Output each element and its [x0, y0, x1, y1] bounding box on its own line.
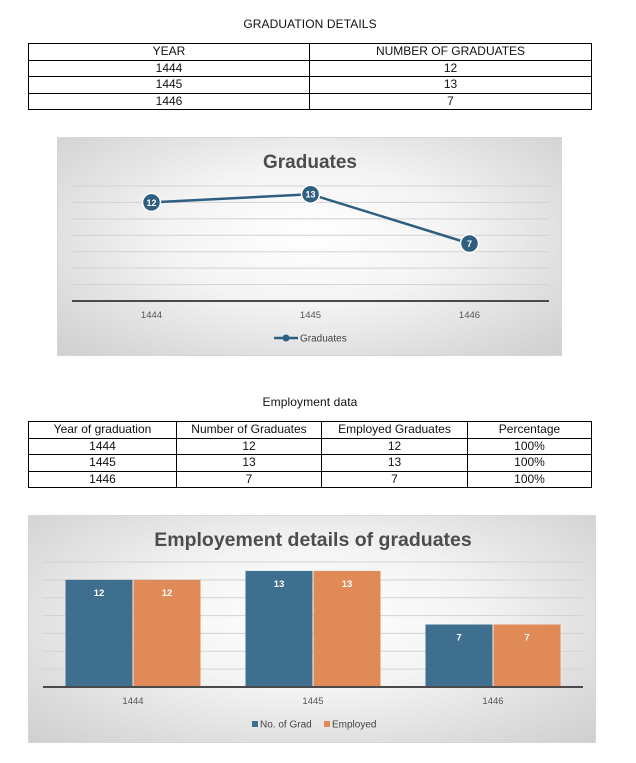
legend-label: Employed — [332, 719, 377, 731]
table-row — [29, 93, 592, 110]
table-row — [29, 438, 592, 455]
data-label: 13 — [273, 578, 285, 590]
x-tick-label: 1446 — [482, 696, 504, 707]
table-cell: 1444 — [29, 438, 177, 455]
table-cell: 100% — [468, 471, 592, 488]
table-cell: 13 — [310, 77, 592, 94]
data-label: 7 — [456, 632, 462, 644]
data-label: 13 — [305, 189, 316, 200]
table-cell: 12 — [177, 438, 322, 455]
chart-title: Employement details of graduates — [154, 529, 472, 551]
table-row — [29, 60, 592, 77]
table-cell: 13 — [177, 455, 322, 472]
data-label: 12 — [161, 587, 173, 599]
legend-label: Graduates — [300, 333, 347, 345]
data-label: 12 — [146, 197, 157, 208]
column-header: Year of graduation — [29, 422, 177, 439]
line-chart-canvas — [58, 138, 563, 357]
table-row — [29, 471, 592, 488]
column-header: Percentage — [468, 422, 592, 439]
employment-data-heading: Employment data — [262, 395, 358, 409]
data-label: 12 — [93, 587, 105, 599]
legend-label: No. of Grad — [260, 719, 312, 731]
table-cell: 1444 — [29, 60, 310, 77]
data-label: 7 — [524, 632, 530, 644]
table-cell: 1445 — [29, 77, 310, 94]
table-row — [29, 455, 592, 472]
column-header: YEAR — [29, 44, 310, 61]
table-cell: 12 — [322, 438, 468, 455]
legend-swatch — [324, 721, 330, 727]
data-label: 7 — [466, 239, 473, 249]
column-header: Employed Graduates — [322, 422, 468, 439]
bar-chart-canvas — [29, 516, 597, 744]
x-tick-label: 1446 — [458, 310, 481, 321]
table-header-row — [29, 44, 592, 61]
x-tick-label: 1445 — [299, 310, 322, 321]
table-cell: 100% — [468, 455, 592, 472]
table-header-row — [29, 422, 592, 439]
table-cell: 7 — [322, 471, 468, 488]
table-row — [29, 77, 592, 94]
graduation-table — [28, 43, 592, 110]
table-cell: 100% — [468, 438, 592, 455]
table-cell: 1446 — [29, 471, 177, 488]
x-tick-label: 1444 — [122, 696, 144, 707]
x-tick-label: 1445 — [302, 696, 324, 707]
legend-swatch — [252, 721, 258, 727]
table-cell: 1445 — [29, 455, 177, 472]
data-label: 13 — [341, 578, 353, 590]
graduates-line-chart — [57, 137, 562, 356]
column-header: Number of Graduates — [177, 422, 322, 439]
graduation-details-heading: GRADUATION DETAILS — [243, 17, 377, 31]
legend-marker — [283, 335, 290, 342]
table-cell: 7 — [177, 471, 322, 488]
table-cell: 12 — [310, 60, 592, 77]
x-tick-label: 1444 — [140, 310, 163, 321]
table-cell: 7 — [310, 93, 592, 110]
table-cell: 13 — [322, 455, 468, 472]
employment-table — [28, 421, 592, 488]
column-header: NUMBER OF GRADUATES — [310, 44, 592, 61]
table-cell: 1446 — [29, 93, 310, 110]
chart-title: Graduates — [263, 152, 357, 173]
employment-bar-chart — [28, 515, 596, 743]
